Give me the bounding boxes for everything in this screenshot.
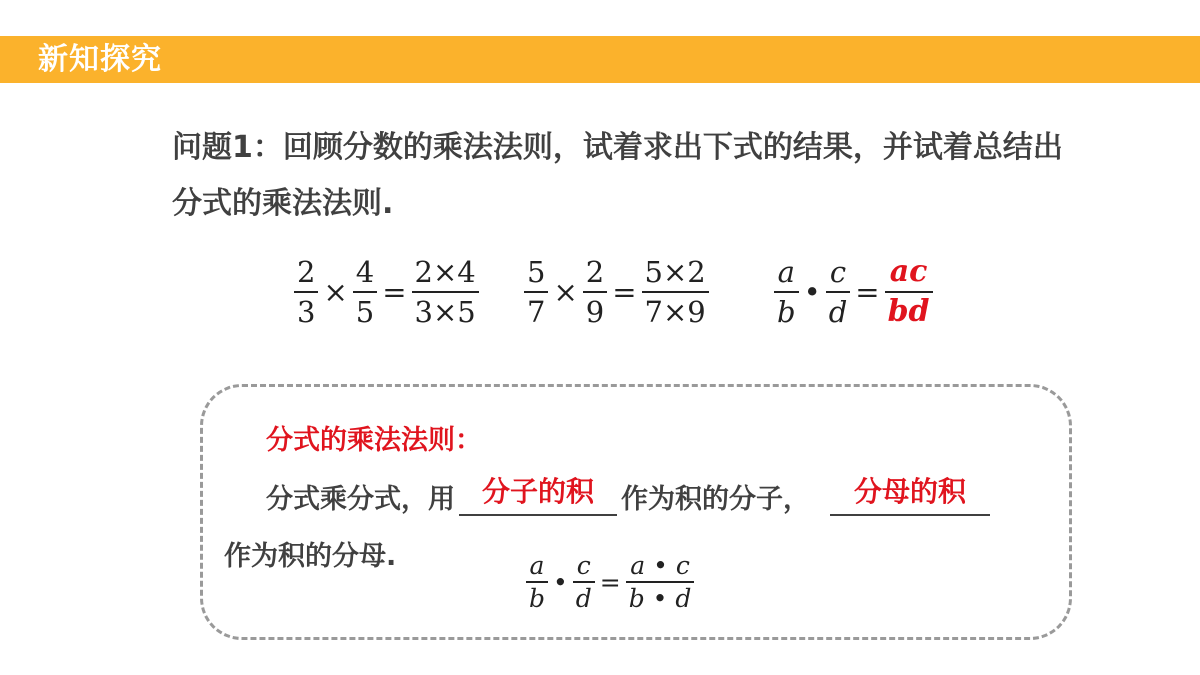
numerator: ac	[889, 254, 928, 289]
fraction	[824, 253, 853, 331]
numerator: a	[529, 551, 545, 580]
fraction	[522, 253, 550, 331]
numerator: c	[576, 551, 591, 580]
dot-sign: •	[553, 567, 568, 597]
equation-2	[522, 252, 711, 332]
answer-blank-1	[459, 474, 617, 516]
answer-blank-2	[830, 474, 990, 516]
rule-middle: 作为积的分子，	[621, 484, 810, 515]
numerator: c	[829, 255, 847, 289]
denominator: b • d	[628, 584, 692, 613]
result-fraction	[410, 253, 481, 331]
rule-formula	[524, 550, 696, 614]
numerator: 2	[297, 255, 316, 289]
result-fraction	[883, 253, 935, 331]
rule-prefix: 分式乘分式，用	[266, 484, 455, 515]
denominator: 5	[355, 295, 375, 329]
fraction	[581, 253, 609, 331]
denominator: 9	[585, 295, 605, 329]
equals-sign: =	[855, 275, 880, 309]
equals-sign: =	[382, 275, 407, 309]
multiply-sign: ×	[323, 275, 348, 309]
answer-text-1: 分子的积	[481, 475, 594, 508]
header-bar	[0, 36, 1200, 83]
numerator: 4	[355, 255, 375, 289]
fraction	[772, 253, 801, 331]
equals-sign: =	[612, 275, 637, 309]
denominator: b	[529, 584, 546, 613]
fraction	[292, 253, 320, 331]
denominator: bd	[887, 294, 930, 329]
fraction	[524, 550, 550, 614]
rule-line-2: 作为积的分母.	[224, 541, 397, 572]
numerator: a	[777, 255, 795, 289]
result-fraction	[624, 550, 697, 614]
denominator: d	[575, 584, 592, 613]
equation-3	[772, 252, 935, 332]
answer-text-2: 分母的积	[853, 475, 966, 508]
section-title: 新知探究	[38, 42, 162, 77]
rule-title: 分式的乘法法则：	[266, 425, 482, 456]
fraction	[351, 253, 379, 331]
numerator: 2×4	[414, 255, 476, 289]
numerator: a • c	[630, 551, 690, 580]
fraction	[571, 550, 597, 614]
numerator: 5×2	[644, 255, 706, 289]
numerator: 2	[585, 255, 605, 289]
result-fraction	[640, 253, 711, 331]
denominator: b	[777, 295, 796, 329]
rule-line-1	[266, 472, 994, 516]
denominator: d	[828, 295, 848, 329]
dot-sign: •	[803, 275, 821, 309]
denominator: 3	[297, 295, 316, 329]
denominator: 3×5	[414, 295, 476, 329]
question-text: 问题1：回顾分数的乘法法则，试着求出下式的结果，并试着总结出分式的乘法法则.	[172, 130, 1063, 221]
equation-1	[292, 252, 481, 332]
equals-sign: =	[599, 567, 621, 597]
denominator: 7×9	[644, 295, 706, 329]
denominator: 7	[527, 295, 546, 329]
multiply-sign: ×	[553, 275, 578, 309]
numerator: 5	[527, 255, 546, 289]
